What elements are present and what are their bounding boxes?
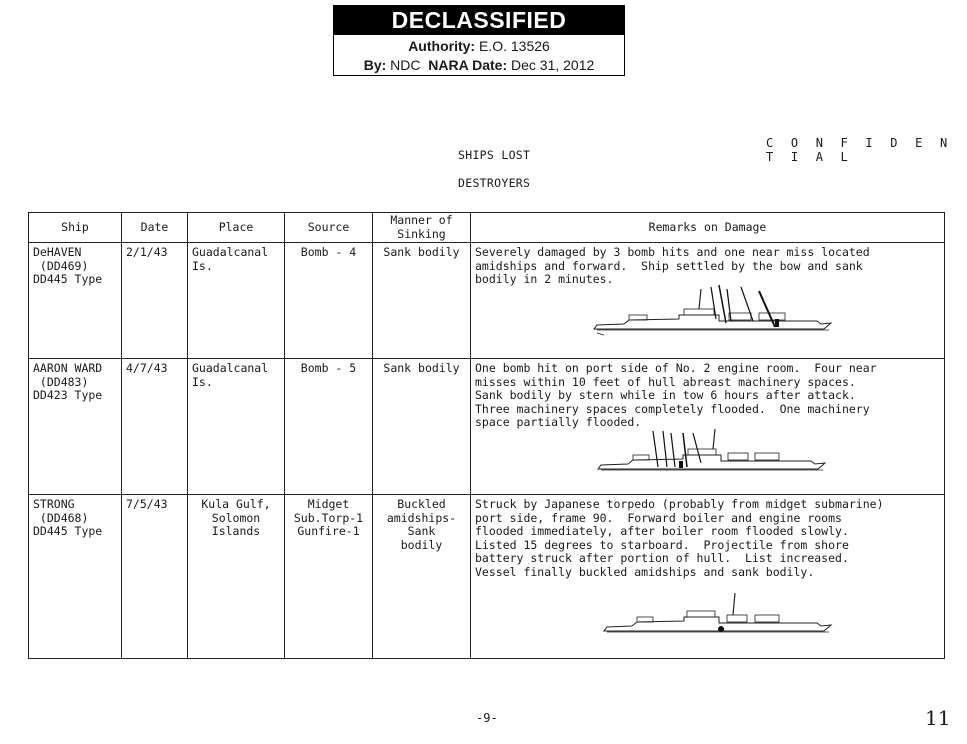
stamp-nara-value: Dec 31, 2012: [511, 57, 595, 73]
table-row: [29, 243, 945, 359]
remarks-text: One bomb hit on port side of No. 2 engine room. Four near misses within 10 feet of hull abreast machinery spaces. Sank bodily by stern while in tow 6 hours after attack. Three machinery spaces completely flooded. One machinery space partially flooded.: [475, 361, 877, 429]
stamp-title: DECLASSIFIED: [334, 6, 624, 35]
column-header-source: Source: [285, 213, 373, 243]
remarks-cell: [471, 243, 945, 359]
declassified-stamp: [333, 5, 625, 76]
column-header-remarks: Remarks on Damage: [471, 213, 945, 243]
date-cell: 4/7/43: [122, 359, 188, 495]
table-row: [29, 359, 945, 495]
ship-profile-bomb-hits-icon: [589, 283, 839, 351]
stamp-authority: [334, 37, 624, 56]
stamp-by-value: NDC: [390, 57, 421, 73]
place-cell: Guadalcanal Is.: [188, 243, 285, 359]
remarks-cell: [471, 495, 945, 659]
ship-cell: AARON WARD (DD483) DD423 Type: [29, 359, 122, 495]
date-cell: 7/5/43: [122, 495, 188, 659]
table-header-row: [29, 213, 945, 243]
manner-cell: Sank bodily: [373, 359, 471, 495]
remarks-text: Struck by Japanese torpedo (probably from midget submarine) port side, frame 90. Forward boiler and engine rooms flooded immediately, after boiler room flooded slowly. Listed 15 degrees to starboard. Projectile from shore battery struck after portion of hull. List increased. Vessel finally buckled amidships and sank bodily.: [475, 497, 884, 579]
remarks-cell: [471, 359, 945, 495]
stamp-by-line: [334, 56, 624, 75]
page-number: -9-: [476, 711, 498, 725]
classification-marking: C O N F I D E N T I A L: [766, 136, 953, 164]
stamp-authority-value: E.O. 13526: [478, 38, 550, 54]
column-header-place: Place: [188, 213, 285, 243]
page-subtitle: DESTROYERS: [458, 176, 531, 190]
ship-profile-torpedo-hit-icon: [599, 591, 839, 647]
place-cell: Kula Gulf, Solomon Islands: [188, 495, 285, 659]
stamp-nara-label: NARA Date:: [428, 57, 508, 73]
date-cell: 2/1/43: [122, 243, 188, 359]
ships-lost-table: [28, 212, 945, 659]
ship-cell: DeHAVEN (DD469) DD445 Type: [29, 243, 122, 359]
column-header-manner: Manner of Sinking: [373, 213, 471, 243]
ship-profile-bomb-hits-icon: [593, 427, 833, 491]
place-cell: Guadalcanal Is.: [188, 359, 285, 495]
stamp-authority-label: Authority:: [408, 38, 476, 54]
column-header-date: Date: [122, 213, 188, 243]
column-header-ship: Ship: [29, 213, 122, 243]
manner-cell: Sank bodily: [373, 243, 471, 359]
page-title: SHIPS LOST: [458, 148, 531, 162]
stamp-by-label: By:: [363, 57, 387, 73]
remarks-text: Severely damaged by 3 bomb hits and one near miss located amidships and forward. Ship settled by the bow and sank bodily in 2 minutes.: [475, 245, 870, 286]
table-row: [29, 495, 945, 659]
handwritten-page-number: 11: [925, 706, 951, 730]
source-cell: Midget Sub.Torp-1 Gunfire-1: [285, 495, 373, 659]
manner-cell: Buckled amidships- Sank bodily: [373, 495, 471, 659]
ship-cell: STRONG (DD468) DD445 Type: [29, 495, 122, 659]
source-cell: Bomb - 5: [285, 359, 373, 495]
source-cell: Bomb - 4: [285, 243, 373, 359]
